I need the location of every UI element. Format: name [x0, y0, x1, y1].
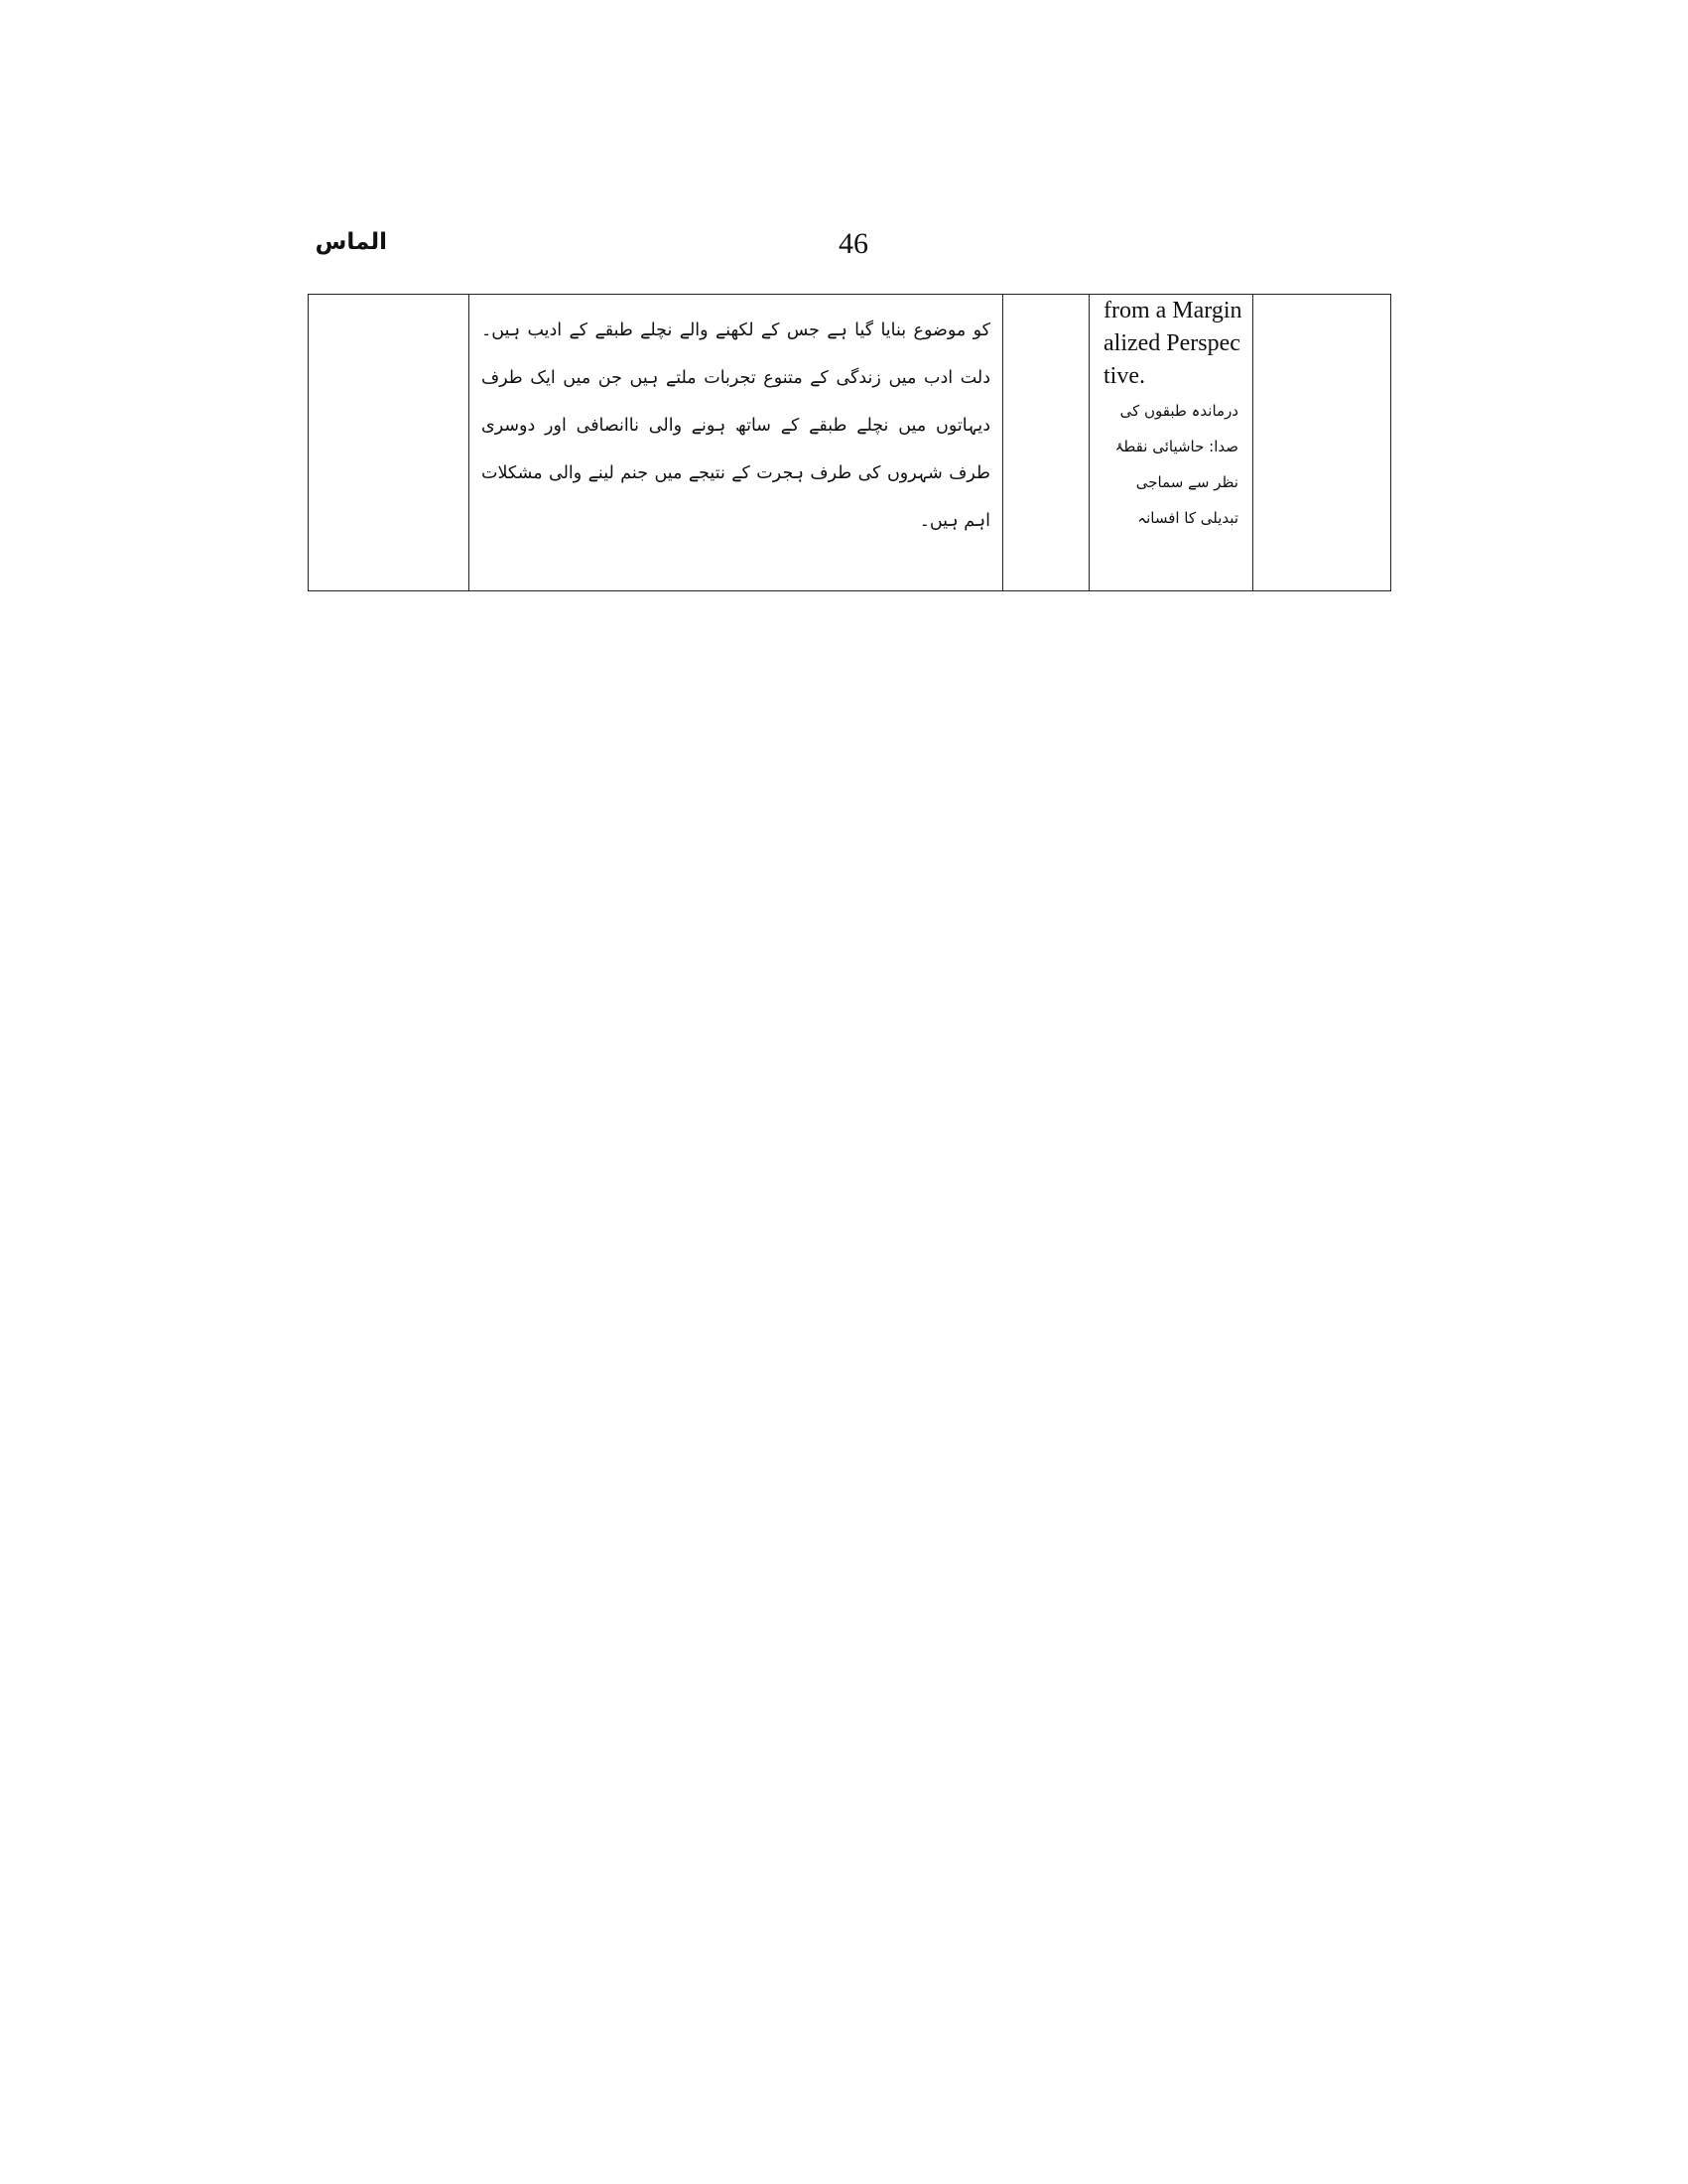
table-cell-empty-middle [1003, 295, 1090, 591]
journal-name: الماس [315, 229, 387, 255]
table-cell-title [1090, 295, 1253, 591]
table-cell-empty-right [1253, 295, 1391, 591]
urdu-paragraph: کو موضوع بنایا گیا ہے جس کے لکھنے والے نچلے طبقے کے ادیب ہیں۔ دلت ادب میں زندگی کے متنوع تجربات ملتے ہیں جن میں ایک طرف دیہاتوں میں نچلے طبقے کے ساتھ ہونے والی ناانصافی اور دوسری طرف شہروں کی طرف ہجرت کے نتیجے میں جنم لینے والی مشکلات اہم ہیں۔ [481, 321, 990, 531]
table-cell-urdu-paragraph [469, 295, 1003, 591]
english-title: from a Marginalized Perspective. [1104, 298, 1242, 389]
table-cell-empty-left [309, 295, 469, 591]
page-number: 46 [839, 227, 868, 260]
urdu-title: درماندہ طبقوں کی صدا: حاشیائی نقطۂ نظر سے سماجی تبدیلی کا افسانہ [1114, 402, 1238, 527]
table-row [309, 295, 1391, 591]
content-table [308, 294, 1391, 591]
